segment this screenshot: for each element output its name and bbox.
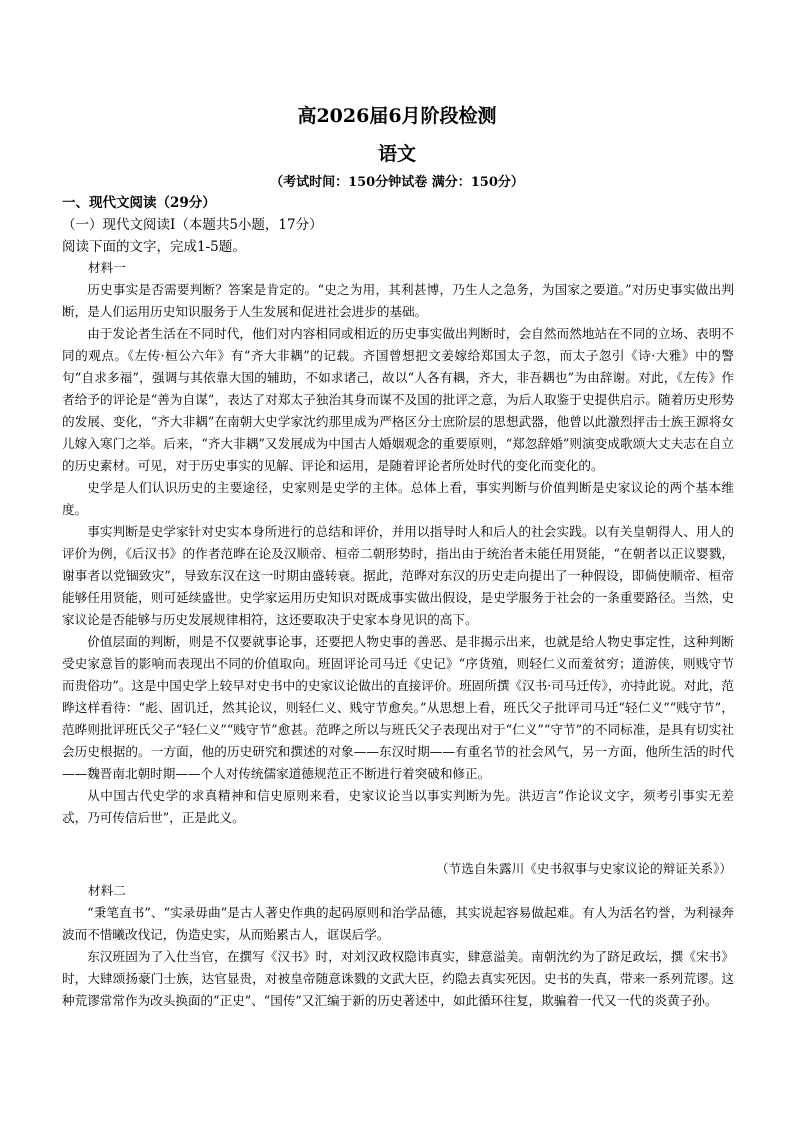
section-heading: 一、现代文阅读（29分） xyxy=(62,195,216,211)
subject-title: 语文 xyxy=(377,143,416,165)
reading-instruction: 阅读下面的文字，完成1-5题。 xyxy=(62,239,246,255)
paragraph: 价值层面的判断，则是不仅要就事论事，还要把人物史事的善恶、是非揭示出来，也就是给人物史事定性，这种判断受史家意旨的影响而表现出不同的价值取向。班固评论司马迁《史记》“序货殖，则轻仁义而羞贫穷；道游侠，则贱守节而贵俗功”。这是中国史学上较早对史书中的史家议论做出的直接评价。班固所撰《汉书·司马迁传》，亦持此说。对此，范晔这样看待：“彪、固讥迁，然其论议，则轻仁义、贱守节愈矣。”从思想上看，班氏父子批评司马迁“轻仁义”“贱守节”，范晔则批评班氏父子“轻仁义”“贱守节”愈甚。范晔之所以与班氏父子表现出对于“仁义”“守节”的不同标准，是具有切实社会历史根据的。一方面，他的历史研究和撰述的对象——东汉时期——有重名节的社会风气，另一方面，他所生活的时代——魏晋南北朝时期——个人对传统儒家道德规范正不断进行着突破和修正。 xyxy=(62,634,734,781)
material-2-label: 材料二 xyxy=(88,883,126,898)
paragraph: 由于发论者生活在不同时代，他们对内容相同或相近的历史事实做出判断时，会自然而然地站在不同的立场、表明不同的观点。《左传·桓公六年》有“齐大非耦”的记载。齐国曾想把文姜嫁给郑国太子忽，而太子忽引《诗·大雅》中的警句“自求多福”，强调与其依靠大国的辅助，不如求诸己，故以“人各有耦，齐大，非吾耦也”为由辞谢。对此，《左传》作者给予的评论是“善为自谋”，表达了对郑太子独治其身而谋不及国的批评之意，为后人取鉴于史提供启示。随着历史形势的发展、变化，“齐大非耦”在南朝大史学家沈约那里成为严格区分士庶阶层的思想武器，他曾以此激烈抨击士族王源将女儿嫁入寒门之举。后来，“齐大非耦”又发展成为中国古人婚姻观念的重要原则，“郑忽辞婚”则演变成歌颂大丈夫志在自立的历史素材。可见，对于历史事实的见解、评论和运用，是随着评论者所处时代的变化而变化的。 xyxy=(62,326,734,473)
paragraph: 东汉班固为了入仕当官，在撰写《汉书》时，对刘汉政权隐讳真实，肆意溢美。南朝沈约为了跻足政坛，撰《宋书》时，大肆颂扬豪门士族，达官显贵，对被皇帝随意诛戮的文武大臣，约隐去真实死因。史书的失真，带来一系列荒谬。这种荒谬常常作为改头换面的“正史”、“国传”又汇编于新的历史著述中，如此循环往复，欺骗着一代又一代的炎黄子孙。 xyxy=(62,949,734,1008)
material-2-body xyxy=(62,902,734,1012)
material-1-label: 材料一 xyxy=(88,260,126,275)
paragraph: 事实判断是史学家针对史实本身所进行的总结和评价，并用以指导时人和后人的社会实践。以有关皇朝得人、用人的评价为例，《后汉书》的作者范晔在论及汉顺帝、桓帝二朝形势时，指出由于统治者未能任用贤能，“在朝者以正议婴戮，谢事者以党锢致灾”，导致东汉在这一时期由盛转衰。据此，范晔对东汉的历史走向提出了一种假设，即倘使顺帝、桓帝能够任用贤能，则可延续盛世。史学家运用历史知识对既成事实做出假设，是史学服务于社会的一条重要路径。当然，史家议论是否能够与历史发展规律相符，这还要取决于史家本身见识的高下。 xyxy=(62,524,734,627)
paragraph: “秉笔直书”、“实录毋曲”是古人著史作典的起码原则和治学品德，其实说起容易做起难。有人为活名钓誉，为利禄奔波而不惜曦改伐记，伪造史实，从而贻累古人，诓误后学。 xyxy=(62,905,734,942)
paragraph: 从中国古代史学的求真精神和信史原则来看，史家议论当以事实判断为先。洪迈言“作论议文字，须考引事实无差忒，乃可传信后世”，正是此义。 xyxy=(62,788,734,825)
subsection-heading: （一）现代文阅读Ⅰ（本题共5小题，17分） xyxy=(62,217,323,233)
material-1-source: （节选自朱露川《史书叙事与史家议论的辩证关系》） xyxy=(436,861,732,876)
exam-title: 高2026届6月阶段检测 xyxy=(297,105,497,127)
exam-info: （考试时间：150分钟试卷 满分：150分） xyxy=(270,175,524,190)
material-1-body xyxy=(62,279,734,829)
paragraph: 史学是人们认识历史的主要途径，史家则是史学的主体。总体上看，事实判断与价值判断是史家议论的两个基本维度。 xyxy=(62,480,734,517)
paragraph: 历史事实是否需要判断？答案是肯定的。“史之为用，其利甚博，乃生人之急务，为国家之要道。”对历史事实做出判断，是人们运用历史知识服务于人生发展和促进社会进步的基础。 xyxy=(62,282,734,319)
